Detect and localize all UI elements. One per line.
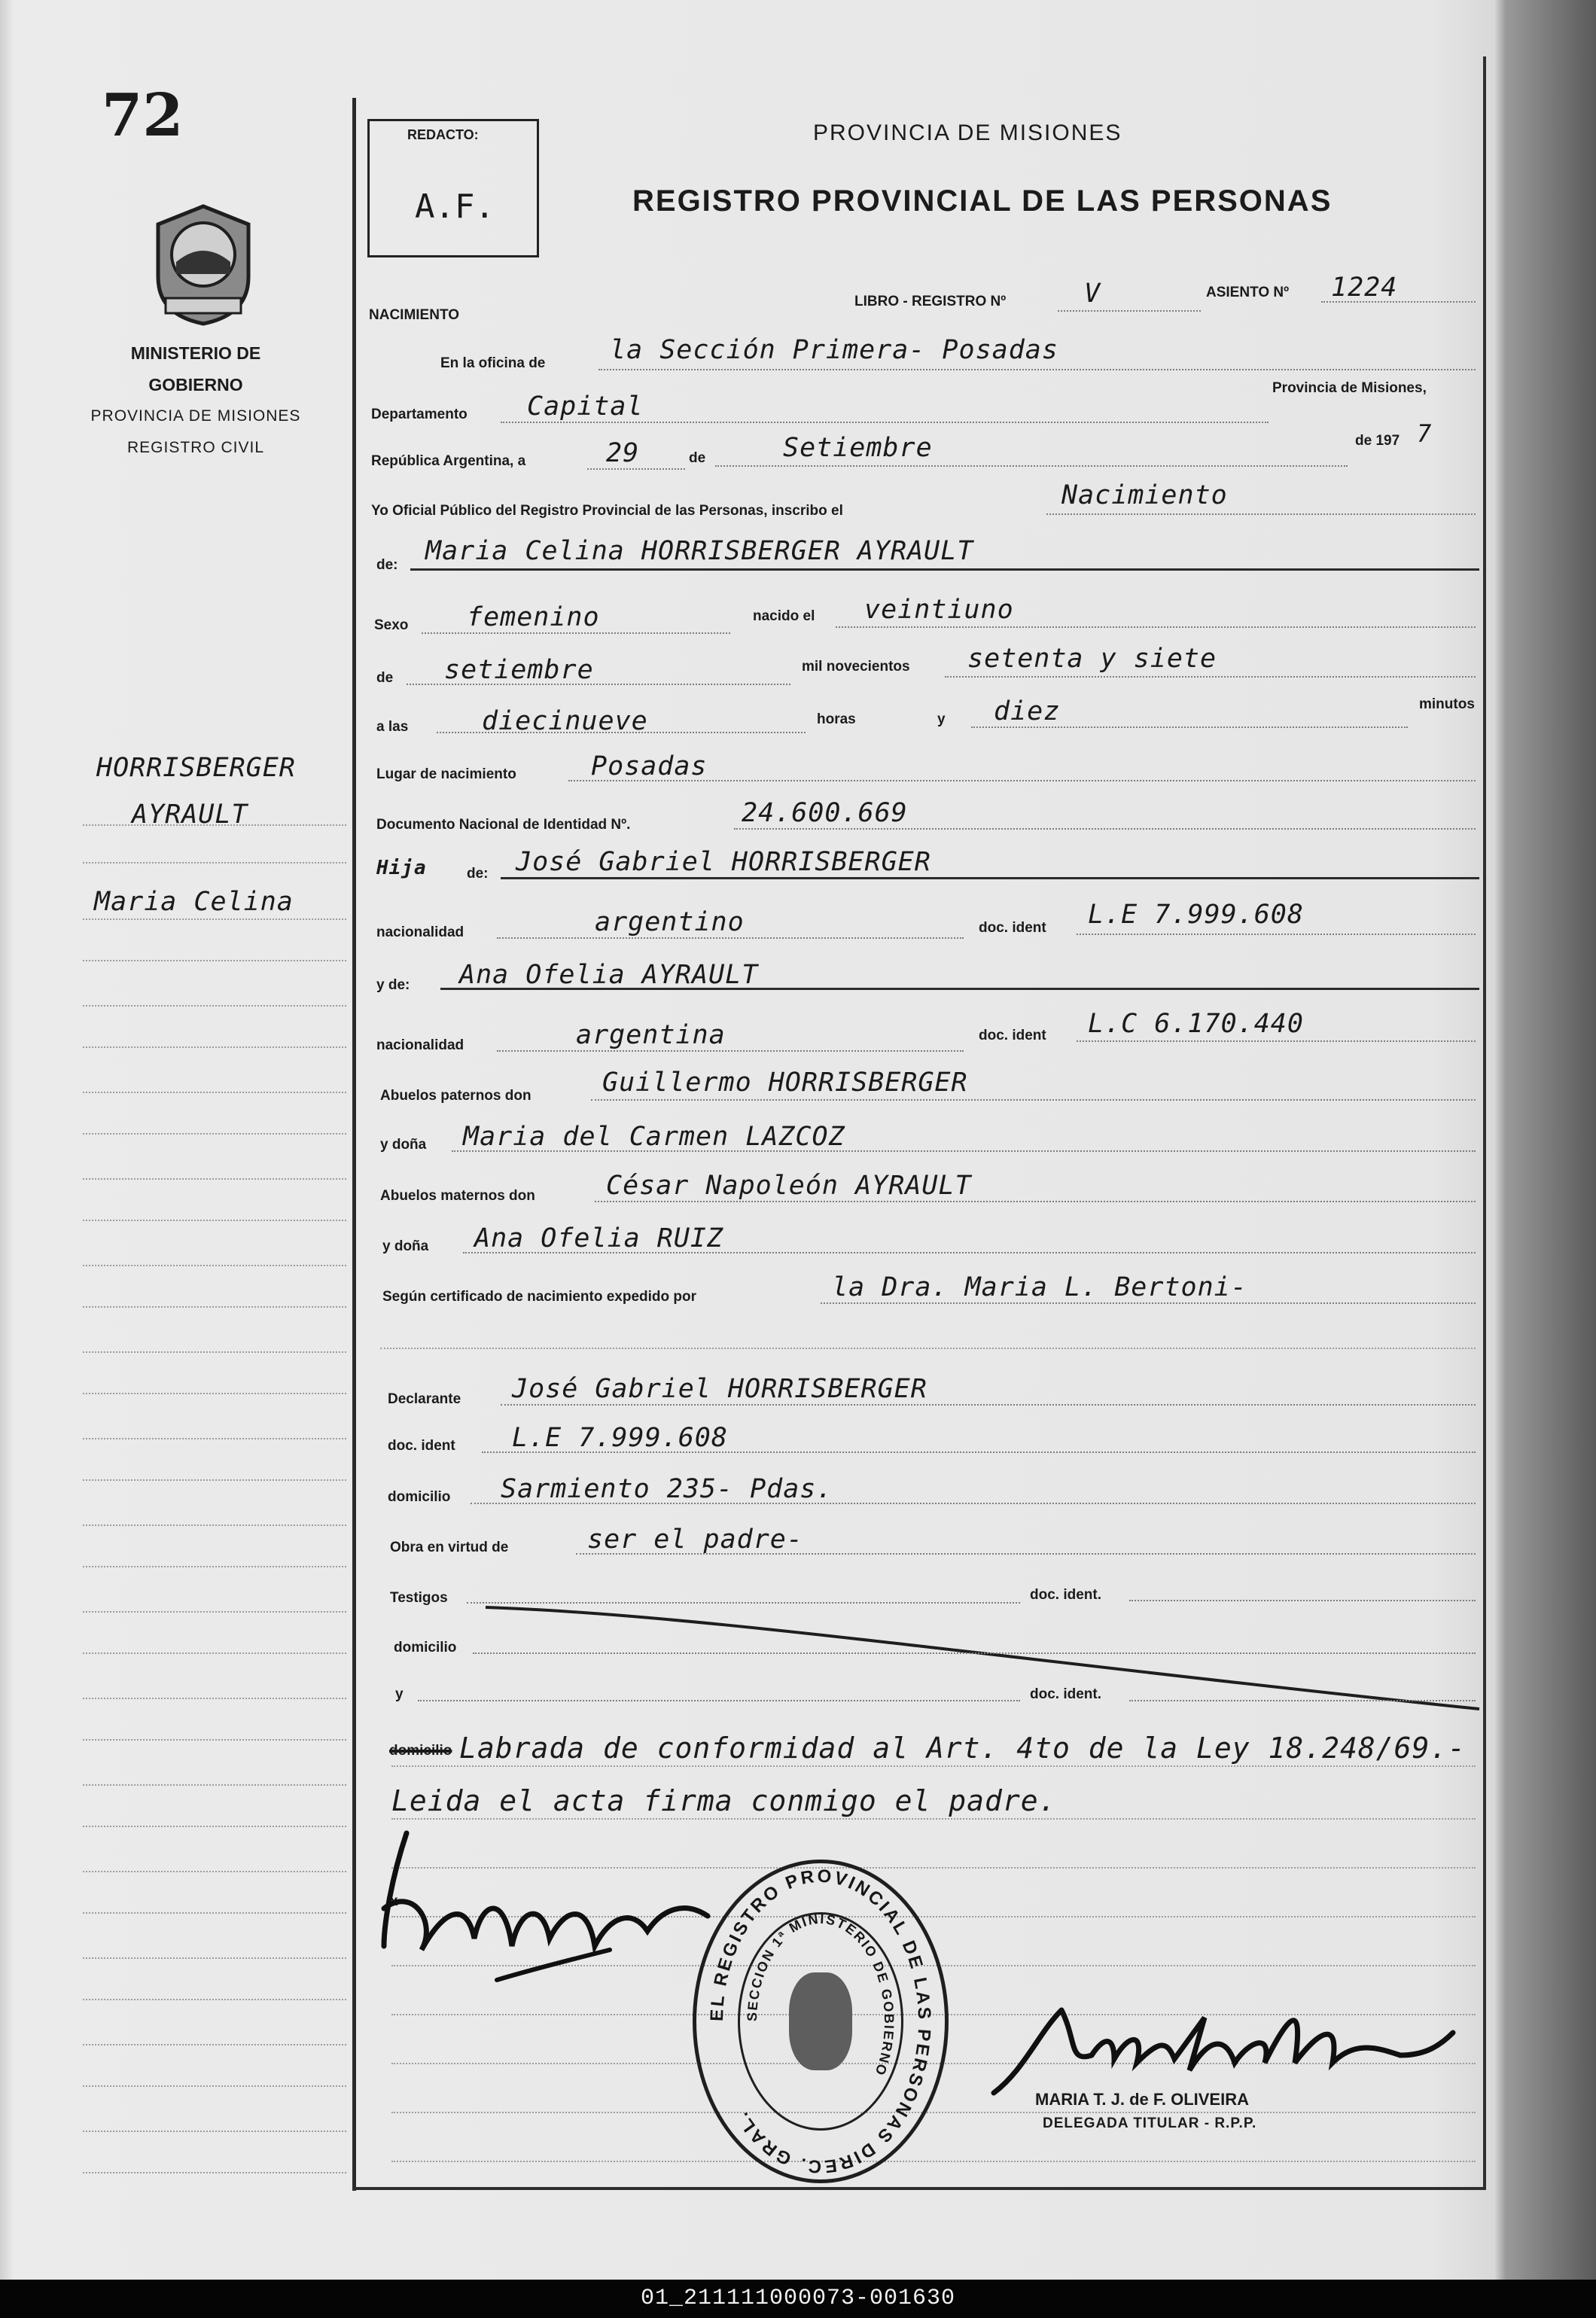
image-id-footer: 01_211111000073-001630 <box>0 2280 1596 2318</box>
header-province: PROVINCIA DE MISIONES <box>813 120 1122 145</box>
ap2-value: Maria del Carmen LAZCOZ <box>463 1122 845 1152</box>
nac1-label: nacionalidad <box>376 924 464 940</box>
father-name: José Gabriel HORRISBERGER <box>516 847 931 877</box>
inscribo-value: Nacimiento <box>1061 480 1228 510</box>
margin-rule <box>83 1046 346 1048</box>
departamento-value: Capital <box>527 391 644 422</box>
testigos-label: Testigos <box>390 1590 448 1606</box>
dia-line <box>587 468 685 470</box>
margin-rule <box>83 1351 346 1353</box>
margin-rule <box>83 1957 346 1959</box>
declarante-line <box>501 1404 1476 1406</box>
am2-value: Ana Ofelia RUIZ <box>474 1223 724 1253</box>
mil-line <box>945 676 1476 678</box>
margin-rule <box>83 2131 346 2132</box>
testigos-strike-line <box>482 1577 1483 1713</box>
nac2-line <box>497 1050 964 1052</box>
declarante-value: José Gabriel HORRISBERGER <box>512 1374 927 1404</box>
margin-rule <box>83 1871 346 1872</box>
libro-value: V <box>1084 279 1101 309</box>
registrant-name: Maria Celina HORRISBERGER AYRAULT <box>425 536 974 566</box>
mother-name: Ana Ofelia AYRAULT <box>459 960 759 990</box>
mil-label: mil novecientos <box>802 659 910 675</box>
margin-surname-2: AYRAULT <box>132 800 248 830</box>
minutos-label: minutos <box>1419 696 1475 712</box>
oficina-label: En la oficina de <box>440 355 546 371</box>
margin-rule <box>83 1005 346 1007</box>
dni-label: Documento Nacional de Identidad Nº. <box>376 817 631 833</box>
ministry-office: REGISTRO CIVIL <box>126 439 265 456</box>
name-underline <box>410 568 1479 571</box>
de2-label: de <box>376 670 394 686</box>
doc3-value: L.E 7.999.608 <box>512 1423 728 1453</box>
margin-rule <box>83 2044 346 2045</box>
domicilio-line <box>471 1503 1476 1504</box>
declarant-signature <box>361 1818 723 1991</box>
asiento-value: 1224 <box>1331 273 1398 303</box>
blank-line <box>380 1348 1476 1349</box>
cert-value: la Dra. Maria L. Bertoni- <box>832 1272 1247 1302</box>
inscribo-line <box>1046 513 1476 515</box>
oficina-value: la Sección Primera- Posadas <box>610 335 1058 365</box>
minutes-line <box>971 726 1408 728</box>
act-type-label: NACIMIENTO <box>369 307 459 323</box>
mes-line <box>715 465 1348 467</box>
obs-rule <box>391 1765 1476 1767</box>
margin-rule <box>83 1265 346 1266</box>
departamento-label: Departamento <box>371 407 468 422</box>
observation-line-1: Labrada de conformidad al Art. 4to de la Ley 18.248/69.- <box>459 1732 1467 1765</box>
hija-label: Hija <box>376 857 427 879</box>
cert-label: Según certificado de nacimiento expedido por <box>382 1289 697 1305</box>
redacto-box <box>367 119 539 257</box>
provincia-label: Provincia de Misiones, <box>1272 380 1427 396</box>
obra-value: ser el padre- <box>587 1525 803 1555</box>
libro-line <box>1058 310 1201 312</box>
doc3-line <box>482 1451 1476 1453</box>
margin-given-names: Maria Celina <box>94 887 294 917</box>
redacto-label: REDACTO: <box>407 127 479 142</box>
nacido-value: veintiuno <box>864 595 1014 625</box>
ministry-block <box>83 337 309 464</box>
doc2-line <box>1077 1040 1476 1042</box>
domicilio-label: domicilio <box>388 1489 451 1505</box>
doc2-value: L.C 6.170.440 <box>1088 1009 1304 1039</box>
y2-line <box>418 1700 1020 1701</box>
margin-rule <box>83 1784 346 1786</box>
lugar-label: Lugar de nacimiento <box>376 766 516 782</box>
margin-surname-1: HORRISBERGER <box>96 753 296 783</box>
margin-rule <box>83 960 346 961</box>
yde-label: y de: <box>376 977 410 993</box>
frame-left <box>352 98 356 2191</box>
republica-label: República Argentina, a <box>371 453 526 469</box>
sexo-line <box>422 632 730 634</box>
horas-label: horas <box>817 711 856 727</box>
frame-bottom <box>352 2187 1486 2190</box>
margin-rule <box>83 2085 346 2087</box>
official-name: MARIA T. J. de F. OLIVEIRA <box>1035 2090 1249 2109</box>
dni-value: 24.600.669 <box>742 798 908 828</box>
sexo-value: femenino <box>467 602 600 632</box>
alas-value: diecinueve <box>482 706 648 736</box>
page-title: REGISTRO PROVINCIAL DE LAS PERSONAS <box>632 184 1333 218</box>
minutes-value: diez <box>994 696 1061 726</box>
margin-rule <box>83 1306 346 1308</box>
ap2-label: y doña <box>380 1137 427 1153</box>
year-digit: 7 <box>1417 419 1433 448</box>
doc1-label: doc. ident <box>979 920 1046 936</box>
dni-line <box>734 828 1476 830</box>
seal-inner-text: SECCION 1ª MINISTERIO DE GOBIERNO <box>744 1911 897 2079</box>
margin-rule <box>83 918 346 920</box>
nacido-line <box>836 626 1476 628</box>
margin-rule <box>83 1698 346 1699</box>
left-margin <box>15 0 352 2228</box>
doc4-line <box>1129 1600 1476 1601</box>
father-underline <box>501 877 1479 879</box>
redacto-value: A.F. <box>415 187 495 226</box>
margin-rule <box>83 1826 346 1827</box>
frame-right <box>1483 56 1486 2187</box>
observation-line-2: Leida el acta firma conmigo el padre. <box>391 1784 1057 1817</box>
margin-rule <box>83 1999 346 2000</box>
cert-line <box>821 1302 1476 1304</box>
libro-label: LIBRO - REGISTRO Nº <box>854 294 1007 309</box>
ap-label: Abuelos paternos don <box>380 1088 531 1104</box>
de-name-label: de: <box>376 557 398 573</box>
margin-rule <box>83 1525 346 1526</box>
mil-value: setenta y siete <box>967 644 1217 674</box>
doc5-line <box>1129 1700 1476 1701</box>
nac1-value: argentino <box>595 907 745 937</box>
margin-rule <box>83 2172 346 2173</box>
doc4-label: doc. ident. <box>1030 1587 1101 1603</box>
ap2-line <box>452 1150 1476 1152</box>
doc2-label: doc. ident <box>979 1028 1046 1043</box>
y2-label: y <box>395 1686 404 1702</box>
de2-value: setiembre <box>444 655 594 685</box>
nac2-value: argentina <box>576 1020 726 1050</box>
am-value: César Napoleón AYRAULT <box>606 1171 972 1201</box>
oficial-label: Yo Oficial Público del Registro Provincial de las Personas, inscribo el <box>371 503 843 519</box>
asiento-line <box>1321 301 1476 303</box>
dia-value: 29 <box>606 438 640 468</box>
margin-rule <box>83 1652 346 1654</box>
domicilio-value: Sarmiento 235- Pdas. <box>501 1474 833 1504</box>
nac1-line <box>497 937 964 939</box>
official-signature <box>979 1988 1460 2100</box>
margin-rule <box>83 1092 346 1093</box>
ap-value: Guillermo HORRISBERGER <box>602 1068 968 1098</box>
am2-line <box>463 1252 1476 1253</box>
margin-rule <box>83 1912 346 1914</box>
page-number: 72 <box>102 81 184 150</box>
official-seal <box>693 1860 949 2183</box>
margin-rule <box>83 1479 346 1481</box>
ap-line <box>591 1099 1476 1101</box>
obra-label: Obra en virtud de <box>390 1540 509 1555</box>
sexo-label: Sexo <box>374 617 409 633</box>
de3-label: de: <box>467 866 489 882</box>
obra-line <box>576 1553 1476 1555</box>
y-label: y <box>937 711 946 727</box>
domicilio2-label: domicilio <box>394 1640 457 1655</box>
mes-value: Setiembre <box>783 433 933 463</box>
margin-rule <box>83 1220 346 1221</box>
doc5-label: doc. ident. <box>1030 1686 1101 1702</box>
domicilio2-line <box>473 1652 1476 1654</box>
ministry-name: MINISTERIO DE GOBIERNO <box>130 343 261 394</box>
lugar-line <box>568 780 1476 781</box>
am2-label: y doña <box>382 1238 429 1254</box>
margin-rule <box>83 1178 346 1180</box>
alas-line <box>437 732 806 733</box>
am-line <box>595 1201 1476 1202</box>
de2-line <box>407 684 790 685</box>
margin-rule <box>83 1438 346 1439</box>
margin-rule <box>83 1611 346 1613</box>
am-label: Abuelos maternos don <box>380 1188 535 1204</box>
de-label: de <box>689 450 706 466</box>
margin-rule <box>83 1393 346 1394</box>
declarante-label: Declarante <box>388 1391 461 1407</box>
doc3-label: doc. ident <box>388 1438 455 1454</box>
provincial-crest-icon <box>143 202 263 328</box>
margin-rule <box>83 862 346 864</box>
margin-rule <box>83 1739 346 1741</box>
oficina-line <box>598 369 1476 370</box>
seal-outer-text: EL REGISTRO PROVINCIAL DE LAS PERSONAS DIREC. GRAL. <box>706 1866 935 2177</box>
nacido-label: nacido el <box>753 608 815 624</box>
alas-label: a las <box>376 719 409 735</box>
margin-rule <box>83 1566 346 1567</box>
departamento-line <box>501 422 1269 423</box>
asiento-label: ASIENTO Nº <box>1206 285 1290 300</box>
ministry-province: PROVINCIA DE MISIONES <box>90 407 301 425</box>
signature-x-mark: x <box>390 1893 398 1909</box>
margin-rule <box>83 1133 346 1135</box>
de-year-label: de 197 <box>1355 433 1400 449</box>
nac2-label: nacionalidad <box>376 1037 464 1053</box>
lugar-value: Posadas <box>591 751 708 781</box>
official-title: DELEGADA TITULAR - R.P.P. <box>1043 2115 1257 2131</box>
doc1-value: L.E 7.999.608 <box>1088 900 1304 930</box>
obs-struck-label: domicilio <box>389 1743 452 1759</box>
doc1-line <box>1077 934 1476 935</box>
mother-underline <box>440 988 1479 990</box>
